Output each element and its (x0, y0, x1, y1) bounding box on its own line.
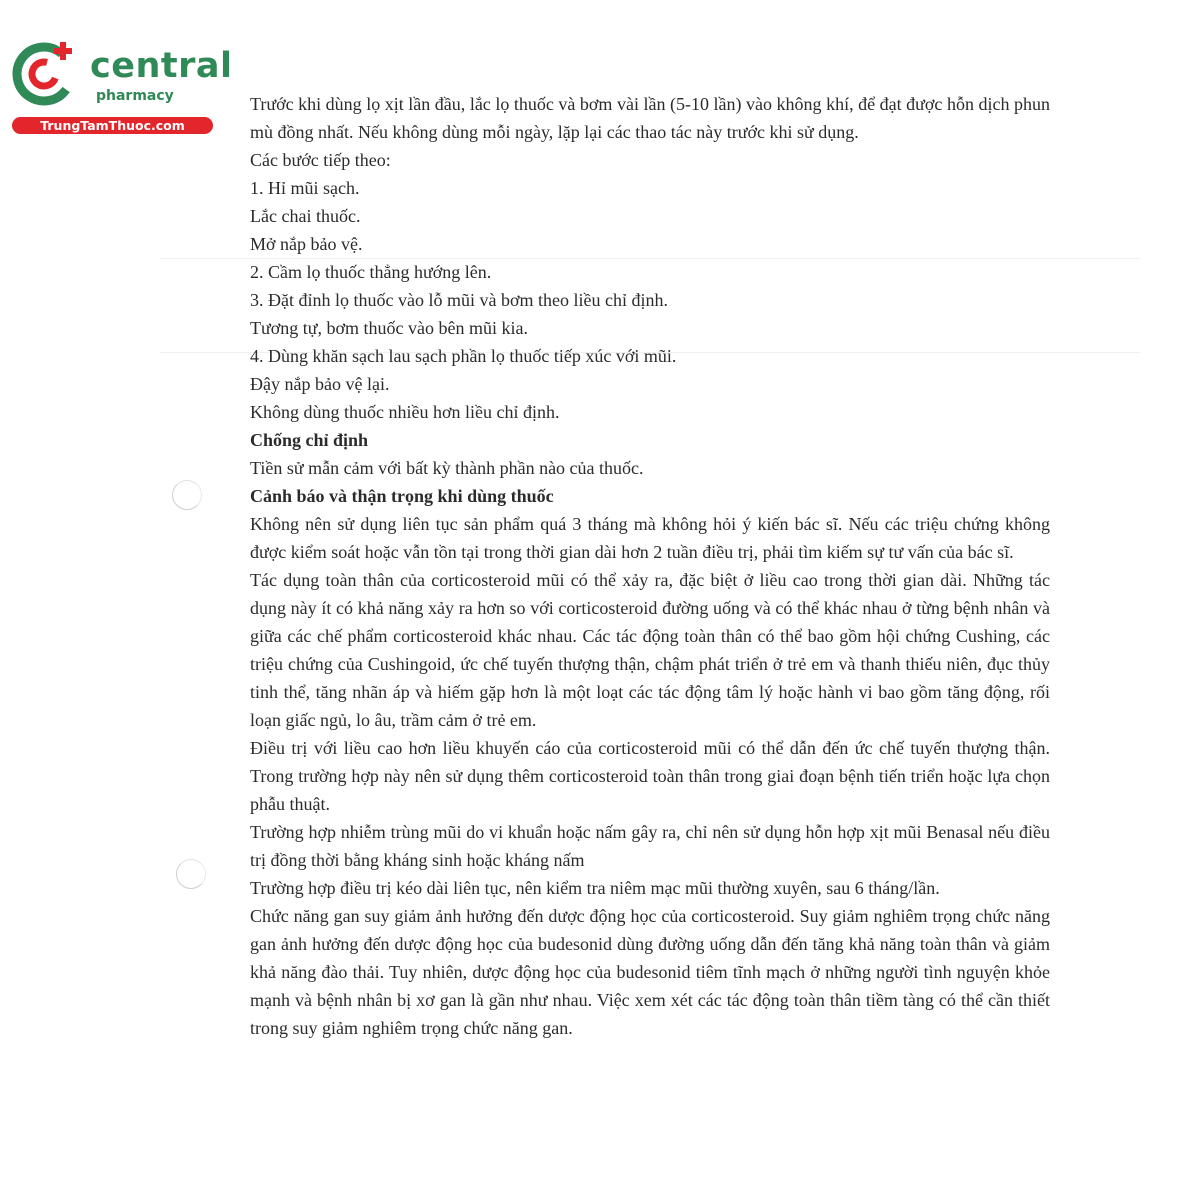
step-item: 1. Hỉ mũi sạch. (250, 178, 360, 198)
paragraph: Trước khi dùng lọ xịt lần đầu, lắc lọ thuốc và bơm vài lần (5-10 lần) vào không khí, để đạt được hỗn dịch phun mù đồng nhất. Nếu không dùng mỗi ngày, lặp lại các thao tác này trước khi sử dụng. (250, 94, 1050, 142)
logo-wordmark: central (90, 46, 233, 86)
paragraph: Điều trị với liều cao hơn liều khuyến cáo của corticosteroid mũi có thể dẫn đến ức chế tuyến thượng thận. Trong trường hợp này nên sử dụng thêm corticosteroid toàn thân trong giai đoạn bệnh tiến triển hoặc lựa chọn phẫu thuật. (250, 738, 1050, 814)
paragraph: Các bước tiếp theo: (250, 150, 391, 170)
step-item: 2. Cầm lọ thuốc thẳng hướng lên. (250, 262, 492, 282)
step-item: Mở nắp bảo vệ. (250, 234, 363, 254)
section-heading-warnings: Cảnh báo và thận trọng khi dùng thuốc (250, 486, 554, 506)
step-item: Lắc chai thuốc. (250, 206, 361, 226)
paragraph: Trường hợp nhiễm trùng mũi do vi khuẩn hoặc nấm gây ra, chỉ nên sử dụng hỗn hợp xịt mũi Benasal nếu điều trị đồng thời bằng kháng sinh hoặc kháng nấm (250, 822, 1050, 870)
logo-subtitle: pharmacy (96, 88, 174, 104)
punch-hole-bottom (176, 859, 206, 889)
step-item: 3. Đặt đỉnh lọ thuốc vào lỗ mũi và bơm theo liều chỉ định. (250, 290, 668, 310)
paragraph: Không nên sử dụng liên tục sản phẩm quá 3 tháng mà không hỏi ý kiến bác sĩ. Nếu các triệu chứng không được kiểm soát hoặc vẫn tồn tại trong thời gian dài hơn 2 tuần điều trị, phải tìm kiếm sự tư vấn của bác sĩ. (250, 514, 1050, 562)
punch-hole-top (172, 480, 202, 510)
section-heading-contraindications: Chống chỉ định (250, 430, 369, 450)
paragraph: Tác dụng toàn thân của corticosteroid mũi có thể xảy ra, đặc biệt ở liều cao trong thời gian dài. Những tác dụng này ít có khả năng xảy ra hơn so với corticosteroid đường uống và có thể khác nhau ở từng bệnh nhân và giữa các chế phẩm corticosteroid khác nhau. Các tác động toàn thân có thể bao gồm hội chứng Cushing, các triệu chứng của Cushingoid, ức chế tuyến thượng thận, chậm phát triển ở trẻ em và thanh thiếu niên, đục thủy tinh thể, tăng nhãn áp và hiếm gặp hơn là một loạt các tác động tâm lý hoặc hành vi bao gồm tăng động, rối loạn giấc ngủ, lo âu, trầm cảm ở trẻ em. (250, 570, 1050, 730)
pharmacy-logo[interactable] (8, 38, 233, 138)
step-item: 4. Dùng khăn sạch lau sạch phần lọ thuốc tiếp xúc với mũi. (250, 346, 677, 366)
paragraph: Chức năng gan suy giảm ảnh hưởng đến dược động học của corticosteroid. Suy giảm nghiêm trọng chức năng gan ảnh hưởng đến dược động học của budesonid dùng đường uống dẫn đến tăng khả năng toàn thân và giảm khả năng đào thải. Tuy nhiên, dược động học của budesonid tiêm tĩnh mạch ở những người tình nguyện khỏe mạnh và bệnh nhân bị xơ gan là gần như nhau. Việc xem xét các tác động toàn thân tiềm tàng có thể cần thiết trong suy giảm nghiêm trọng chức năng gan. (250, 906, 1050, 1038)
step-item: Đậy nắp bảo vệ lại. (250, 374, 390, 394)
document-body (250, 90, 1050, 1042)
step-item: Tương tự, bơm thuốc vào bên mũi kia. (250, 318, 529, 338)
paragraph: Trường hợp điều trị kéo dài liên tục, nên kiểm tra niêm mạc mũi thường xuyên, sau 6 tháng/lần. (250, 878, 940, 898)
paragraph: Không dùng thuốc nhiều hơn liều chỉ định. (250, 402, 560, 422)
paragraph: Tiền sử mẫn cảm với bất kỳ thành phần nào của thuốc. (250, 458, 644, 478)
central-pharmacy-logo-icon (8, 38, 80, 110)
logo-website-badge[interactable]: TrungTamThuoc.com (12, 117, 213, 134)
